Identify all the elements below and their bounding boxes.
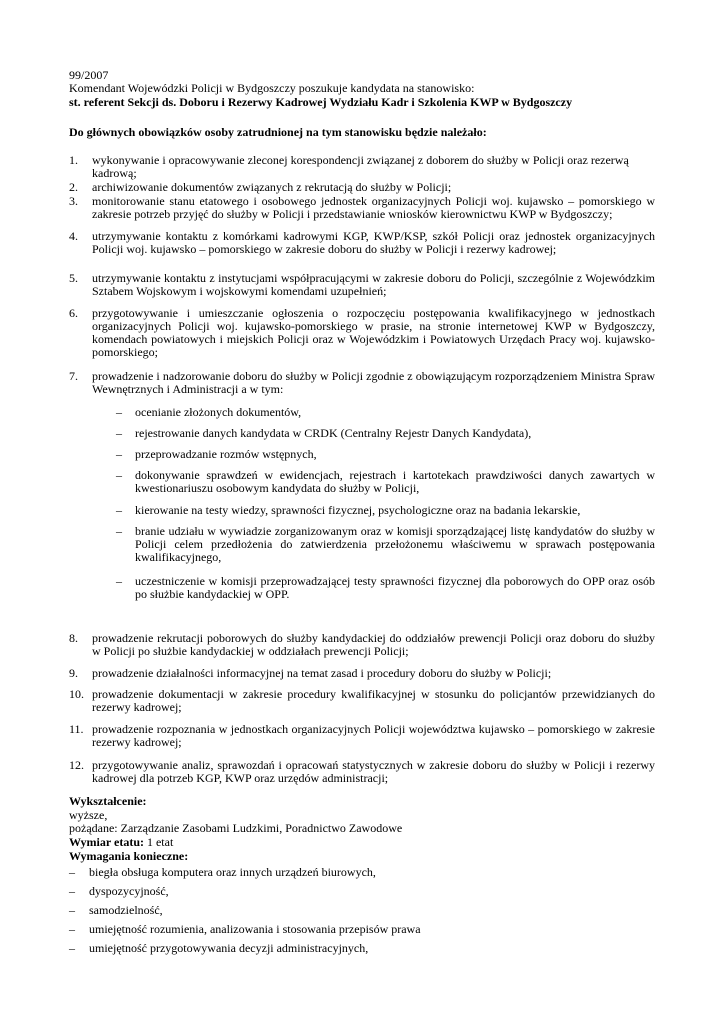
subitem-text: rejestrowanie danych kandydata w CRDK (Centralny Rejestr Danych Kandydata), bbox=[135, 426, 532, 440]
requirement-dash: – bbox=[69, 922, 75, 936]
subitem-text: dokonywanie sprawdzeń w ewidencjach, rejestrach i kartotekach prawdziwości danych zawartych w kwestionariuszu osobowym kandydata do służby w Policji, bbox=[135, 468, 655, 495]
subitem-text: kierowanie na testy wiedzy, sprawności fizycznej, psychologiczne oraz na badania lekarskie, bbox=[135, 503, 581, 517]
duty-number: 7. bbox=[69, 369, 78, 383]
requirement-dash: – bbox=[69, 884, 75, 898]
duty-text: przygotowywanie analiz, sprawozdań i opracowań statystycznych w zakresie doboru do służby w Policji i rezerwy kadrowej dla potrzeb KGP, KWP oraz urzędów administracji; bbox=[92, 758, 655, 785]
duty-number: 5. bbox=[69, 271, 78, 285]
duty-number: 4. bbox=[69, 229, 78, 243]
duty-number: 11. bbox=[69, 722, 84, 736]
subitem-dash: – bbox=[116, 503, 122, 517]
duty-text: monitorowanie stanu etatowego i osobowego jednostek organizacyjnych Policji woj. kujawsko – pomorskiego w zakresie potrzeb przyjęć do służby w Policji i przedstawianie wniosków kierownictwu KWP w Bydgoszczy; bbox=[92, 194, 655, 221]
education-heading: Wykształcenie: bbox=[69, 794, 147, 808]
requirements-heading: Wymagania konieczne: bbox=[69, 849, 189, 863]
duty-text: prowadzenie rozpoznania w jednostkach organizacyjnych Policji województwa kujawsko – pomorskiego w zakresie rezerwy kadrowej; bbox=[92, 722, 655, 749]
requirement-text: umiejętność rozumienia, analizowania i stosowania przepisów prawa bbox=[89, 922, 421, 936]
duty-text: wykonywanie i opracowywanie zleconej korespondencji związanej z doborem do służby w Policji oraz rezerwą kadrową; bbox=[92, 153, 629, 180]
subitem-dash: – bbox=[116, 468, 122, 482]
duty-number: 12. bbox=[69, 758, 84, 772]
education-preferred: pożądane: Zarządzanie Zasobami Ludzkimi, Poradnictwo Zawodowe bbox=[69, 821, 403, 835]
employment-label: Wymiar etatu: bbox=[69, 835, 144, 849]
duty-number: 9. bbox=[69, 666, 78, 680]
subitem-text: branie udziału w wywiadzie zorganizowanym oraz w komisji sporządzającej listę kandydatów do służby w Policji celem przedłożenia do zatwierdzenia przełożonemu właściwemu w sprawach postępowania kwalifikacyjnego, bbox=[135, 524, 655, 564]
employment-value: 1 etat bbox=[143, 835, 174, 849]
subitem-dash: – bbox=[116, 574, 122, 588]
duties-heading: Do głównych obowiązków osoby zatrudnionej na tym stanowisku będzie należało: bbox=[69, 125, 487, 139]
requirement-text: biegła obsługa komputera oraz innych urządzeń biurowych, bbox=[89, 865, 376, 879]
duty-text: prowadzenie działalności informacyjnej na temat zasad i procedury doboru do służby w Policji; bbox=[92, 666, 552, 680]
requirement-text: samodzielność, bbox=[89, 903, 163, 917]
duty-text: archiwizowanie dokumentów związanych z rekrutacją do służby w Policji; bbox=[92, 180, 452, 194]
subitem-dash: – bbox=[116, 447, 122, 461]
duty-number: 8. bbox=[69, 631, 78, 645]
requirement-dash: – bbox=[69, 941, 75, 955]
duty-number: 2. bbox=[69, 180, 78, 194]
duty-text: prowadzenie rekrutacji poborowych do służby kandydackiej do oddziałów prewencji Policji oraz doboru do służby w Policji po służbie kandydackiej w oddziałach prewencji Policji; bbox=[92, 631, 655, 658]
education-level: wyższe, bbox=[69, 808, 108, 822]
requirement-text: umiejętność przygotowywania decyzji administracyjnych, bbox=[89, 941, 369, 955]
position-title: st. referent Sekcji ds. Doboru i Rezerwy Kadrowej Wydziału Kadr i Szkolenia KWP w Bydgoszczy bbox=[69, 95, 573, 109]
subitem-dash: – bbox=[116, 426, 122, 440]
subitem-text: ocenianie złożonych dokumentów, bbox=[135, 405, 302, 419]
intro-text: Komendant Wojewódzki Policji w Bydgoszczy poszukuje kandydata na stanowisko: bbox=[69, 81, 475, 95]
employment-line bbox=[69, 836, 173, 849]
duty-text: prowadzenie dokumentacji w zakresie procedury kwalifikacyjnej w stosunku do policjantów przewidzianych do rezerwy kadrowej; bbox=[92, 687, 655, 714]
duty-text: utrzymywanie kontaktu z komórkami kadrowymi KGP, KWP/KSP, szkół Policji oraz jednostek organizacyjnych Policji woj. kujawsko – pomorskiego w zakresie doboru do służby w Policji i rezerwy kadrowej; bbox=[92, 229, 655, 256]
subitem-dash: – bbox=[116, 524, 122, 538]
subitem-dash: – bbox=[116, 405, 122, 419]
requirement-dash: – bbox=[69, 865, 75, 879]
subitem-text: uczestniczenie w komisji przeprowadzającej testy sprawności fizycznej dla poborowych do OPP oraz osób po służbie kandydackiej w OPP. bbox=[135, 574, 655, 601]
duty-text: prowadzenie i nadzorowanie doboru do służby w Policji zgodnie z obowiązującym rozporządzeniem Ministra Spraw Wewnętrznych i Administracji a w tym: bbox=[92, 369, 655, 396]
duty-number: 10. bbox=[69, 687, 84, 701]
requirement-dash: – bbox=[69, 903, 75, 917]
duty-text: przygotowywanie i umieszczanie ogłoszenia o rozpoczęciu postępowania kwalifikacyjnego w jednostkach organizacyjnych Policji woj. kujawsko-pomorskiego w prasie, na stronie internetowej KWP w Bydgoszczy, komendach powiatowych i miejskich Policji oraz w Wojewódzkim i Powiatowych Urzędach Pracy woj. kujawsko-pomorskiego; bbox=[92, 306, 655, 359]
duty-number: 3. bbox=[69, 194, 78, 208]
duty-number: 6. bbox=[69, 306, 78, 320]
duty-text: utrzymywanie kontaktu z instytucjami współpracującymi w zakresie doboru do Policji, szczególnie z Wojewódzkim Sztabem Wojskowym i wojskowymi komendami uzupełnień; bbox=[92, 271, 655, 298]
reference-number: 99/2007 bbox=[69, 68, 109, 82]
requirement-text: dyspozycyjność, bbox=[89, 884, 169, 898]
duty-number: 1. bbox=[69, 153, 78, 167]
subitem-text: przeprowadzanie rozmów wstępnych, bbox=[135, 447, 317, 461]
